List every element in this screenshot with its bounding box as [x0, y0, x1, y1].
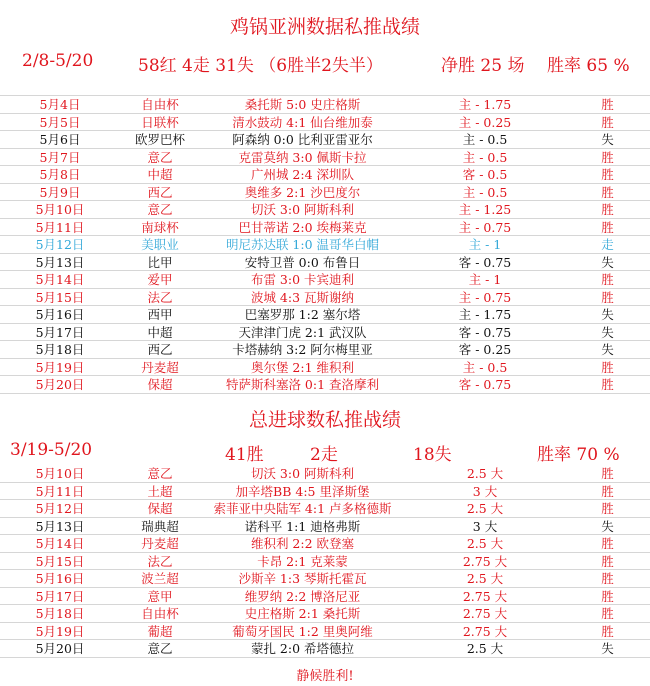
match-cell: 维罗纳 2:2 博洛尼亚	[244, 588, 361, 604]
date-cell: 5月4日	[39, 97, 81, 112]
match-cell: 蒙扎 2:0 希塔德拉	[250, 641, 355, 656]
table-row	[0, 254, 650, 272]
section2-title: 总进球数私推战绩	[248, 409, 401, 431]
bet-cell: 2.75 大	[462, 588, 508, 604]
table-row	[0, 359, 650, 377]
match-cell: 维积利 2:2 欧登塞	[250, 536, 355, 551]
bet-cell: 2.5 大	[466, 501, 504, 516]
match-cell: 史庄格斯 2:1 桑托斯	[244, 606, 361, 621]
table-row	[0, 219, 650, 237]
date-cell: 5月14日	[35, 272, 85, 287]
table-row	[0, 535, 650, 553]
footer-note: 静候胜利!	[296, 669, 354, 684]
match-cell: 克雷莫纳 3:0 佩斯卡拉	[238, 149, 367, 165]
table-row	[0, 149, 650, 167]
result-cell: 胜	[601, 466, 614, 481]
competition-cell: 美职业	[141, 237, 179, 252]
date-cell: 5月5日	[39, 114, 81, 130]
date-cell: 5月12日	[35, 501, 85, 516]
result-cell: 走	[601, 237, 614, 252]
result-cell: 胜	[601, 606, 614, 621]
section2-wins: 41胜	[225, 445, 264, 465]
table-row	[0, 640, 650, 658]
match-cell: 天津津门虎 2:1 武汉队	[238, 324, 367, 340]
match-cell: 卡昂 2:1 克莱蒙	[257, 553, 348, 569]
bet-cell: 2.75 大	[462, 553, 508, 569]
date-cell: 5月8日	[39, 167, 81, 182]
match-cell: 切沃 3:0 阿斯科利	[250, 202, 355, 217]
competition-cell: 意乙	[147, 466, 173, 481]
table-row	[0, 483, 650, 501]
table-row	[0, 570, 650, 588]
result-cell: 胜	[601, 289, 614, 305]
date-cell: 5月10日	[35, 466, 85, 481]
result-cell: 失	[601, 132, 614, 147]
date-cell: 5月15日	[35, 553, 85, 569]
result-cell: 胜	[601, 114, 614, 130]
table-row	[0, 96, 650, 114]
date-cell: 5月13日	[35, 254, 85, 270]
table-row	[0, 236, 650, 254]
table-row	[0, 324, 650, 342]
competition-cell: 自由杯	[141, 606, 179, 621]
section1-period: 2/8-5/20	[22, 51, 94, 71]
date-cell: 5月17日	[35, 588, 85, 604]
date-cell: 5月19日	[35, 623, 85, 639]
section1-record: 58红 4走 31失 （6胜半2失半）	[138, 56, 383, 76]
result-cell: 胜	[601, 588, 614, 604]
table-row	[0, 588, 650, 606]
table-row	[0, 500, 650, 518]
section1-table	[0, 82, 650, 394]
date-cell: 5月14日	[35, 536, 85, 551]
date-cell: 5月9日	[39, 184, 81, 200]
date-cell: 5月11日	[35, 483, 85, 499]
result-cell: 胜	[601, 377, 614, 392]
competition-cell: 法乙	[147, 553, 173, 569]
competition-cell: 中超	[147, 324, 173, 340]
competition-cell: 瑞典超	[141, 518, 179, 534]
competition-cell: 丹麦超	[141, 536, 179, 551]
result-cell: 失	[601, 307, 614, 322]
section2-rate: 胜率 70 %	[537, 445, 620, 465]
competition-cell: 比甲	[147, 254, 173, 270]
competition-cell: 爱甲	[147, 272, 173, 287]
competition-cell: 土超	[147, 483, 173, 499]
result-cell: 胜	[601, 623, 614, 639]
result-cell: 胜	[601, 483, 614, 499]
section1-rate: 胜率 65 %	[547, 56, 630, 76]
bet-cell: 2.5 大	[466, 571, 504, 586]
date-cell: 5月12日	[35, 237, 85, 252]
bet-cell: 客 - 0.25	[458, 342, 512, 357]
bet-cell: 主 - 0.25	[458, 114, 512, 130]
section2-period: 3/19-5/20	[10, 440, 93, 460]
match-cell: 沙斯辛 1:3 琴斯托霍瓦	[238, 571, 367, 586]
result-cell: 胜	[601, 202, 614, 217]
bet-cell: 主 - 1.75	[458, 97, 512, 112]
competition-cell: 南球杯	[141, 219, 179, 235]
bet-cell: 主 - 1	[468, 272, 502, 287]
result-cell: 胜	[601, 184, 614, 200]
match-cell: 卡塔赫纳 3:2 阿尔梅里亚	[232, 342, 373, 357]
result-cell: 胜	[601, 149, 614, 165]
bet-cell: 主 - 0.75	[458, 289, 512, 305]
date-cell: 5月17日	[35, 324, 85, 340]
result-cell: 失	[601, 342, 614, 357]
result-cell: 胜	[601, 553, 614, 569]
competition-cell: 欧罗巴杯	[134, 132, 185, 147]
date-cell: 5月15日	[35, 289, 85, 305]
section2-table	[0, 465, 650, 658]
match-cell: 葡萄牙国民 1:2 里奥阿维	[232, 623, 373, 639]
table-row	[0, 465, 650, 483]
bet-cell: 客 - 0.75	[458, 324, 512, 340]
result-cell: 胜	[601, 359, 614, 375]
bet-cell: 2.75 大	[462, 623, 508, 639]
match-cell: 波城 4:3 瓦斯谢纳	[250, 289, 355, 305]
bet-cell: 2.5 大	[466, 466, 504, 481]
table-row	[0, 341, 650, 359]
match-cell: 诺科平 1:1 迪格弗斯	[244, 518, 361, 534]
competition-cell: 西乙	[147, 184, 173, 200]
bet-cell: 2.5 大	[466, 536, 504, 551]
bet-cell: 主 - 0.5	[462, 184, 508, 200]
bet-cell: 主 - 1	[468, 237, 502, 252]
match-cell: 布雷 3:0 卡宾迪利	[250, 272, 355, 287]
table-row	[0, 605, 650, 623]
bet-cell: 2.5 大	[466, 641, 504, 656]
match-cell: 清水鼓动 4:1 仙台维加泰	[232, 114, 373, 130]
date-cell: 5月6日	[39, 132, 81, 147]
match-cell: 巴塞罗那 1:2 塞尔塔	[244, 307, 361, 322]
bet-cell: 主 - 0.5	[462, 359, 508, 375]
date-cell: 5月11日	[35, 219, 85, 235]
bet-cell: 主 - 0.75	[458, 219, 512, 235]
competition-cell: 西乙	[147, 342, 173, 357]
match-cell: 特萨斯科塞洛 0:1 查洛摩利	[225, 377, 380, 392]
section1-title: 鸡锅亚洲数据私推战绩	[229, 16, 420, 38]
date-cell: 5月20日	[35, 641, 85, 656]
competition-cell: 西甲	[147, 307, 173, 322]
table-row	[0, 166, 650, 184]
bet-cell: 3 大	[472, 518, 498, 534]
result-cell: 胜	[601, 571, 614, 586]
date-cell: 5月16日	[35, 307, 85, 322]
table-row	[0, 623, 650, 641]
competition-cell: 保超	[147, 501, 173, 516]
result-cell: 胜	[601, 501, 614, 516]
competition-cell: 中超	[147, 167, 173, 182]
match-cell: 安特卫普 0:0 布鲁日	[244, 254, 361, 270]
spacer-row	[0, 82, 650, 96]
match-cell: 阿森纳 0:0 比利亚雷亚尔	[232, 132, 373, 147]
table-row	[0, 306, 650, 324]
table-row	[0, 376, 650, 394]
bet-cell: 客 - 0.75	[458, 254, 512, 270]
section1-net: 净胜 25 场	[441, 56, 525, 76]
section2-losses: 18失	[413, 445, 452, 465]
result-cell: 失	[601, 324, 614, 340]
date-cell: 5月13日	[35, 518, 85, 534]
bet-cell: 主 - 0.5	[462, 149, 508, 165]
match-cell: 切沃 3:0 阿斯科利	[250, 466, 355, 481]
competition-cell: 法乙	[147, 289, 173, 305]
competition-cell: 丹麦超	[141, 359, 179, 375]
table-row	[0, 289, 650, 307]
match-cell: 索菲亚中央陆军 4:1 卢多格德斯	[213, 501, 392, 516]
match-cell: 奥尔堡 2:1 维积利	[250, 359, 355, 375]
match-cell: 奥维多 2:1 沙巴度尔	[244, 184, 361, 200]
date-cell: 5月16日	[35, 571, 85, 586]
date-cell: 5月18日	[35, 606, 85, 621]
competition-cell: 波兰超	[141, 571, 179, 586]
match-cell: 加辛塔BB 4:5 里泽斯堡	[235, 483, 370, 499]
bet-cell: 客 - 0.5	[462, 167, 508, 182]
bet-cell: 主 - 1.75	[458, 307, 512, 322]
table-row	[0, 271, 650, 289]
competition-cell: 葡超	[147, 623, 173, 639]
result-cell: 胜	[601, 219, 614, 235]
table-row	[0, 184, 650, 202]
table-row	[0, 201, 650, 219]
result-cell: 胜	[601, 97, 614, 112]
competition-cell: 自由杯	[141, 97, 179, 112]
competition-cell: 日联杯	[141, 114, 179, 130]
competition-cell: 保超	[147, 377, 173, 392]
result-cell: 失	[601, 254, 614, 270]
date-cell: 5月7日	[39, 149, 81, 165]
result-cell: 胜	[601, 536, 614, 551]
match-cell: 巴甘蒂诺 2:0 埃梅莱克	[238, 219, 367, 235]
competition-cell: 意乙	[147, 202, 173, 217]
competition-cell: 意甲	[147, 588, 173, 604]
result-cell: 失	[601, 518, 614, 534]
date-cell: 5月19日	[35, 359, 85, 375]
table-row	[0, 518, 650, 536]
bet-cell: 3 大	[472, 483, 498, 499]
date-cell: 5月20日	[35, 377, 85, 392]
match-cell: 桑托斯 5:0 史庄格斯	[244, 97, 361, 112]
table-row	[0, 131, 650, 149]
result-cell: 胜	[601, 167, 614, 182]
match-cell: 广州城 2:4 深圳队	[250, 167, 355, 182]
competition-cell: 意乙	[147, 641, 173, 656]
table-row	[0, 553, 650, 571]
competition-cell: 意乙	[147, 149, 173, 165]
result-cell: 失	[601, 641, 614, 656]
bet-cell: 客 - 0.75	[458, 377, 512, 392]
bet-cell: 主 - 1.25	[458, 202, 512, 217]
date-cell: 5月18日	[35, 342, 85, 357]
date-cell: 5月10日	[35, 202, 85, 217]
result-cell: 胜	[601, 272, 614, 287]
match-cell: 明尼苏达联 1:0 温哥华白帽	[225, 237, 380, 252]
section1-summary	[0, 51, 650, 81]
section2-push: 2走	[310, 445, 338, 465]
table-row	[0, 114, 650, 132]
bet-cell: 主 - 0.5	[462, 132, 508, 147]
bet-cell: 2.75 大	[462, 606, 508, 621]
